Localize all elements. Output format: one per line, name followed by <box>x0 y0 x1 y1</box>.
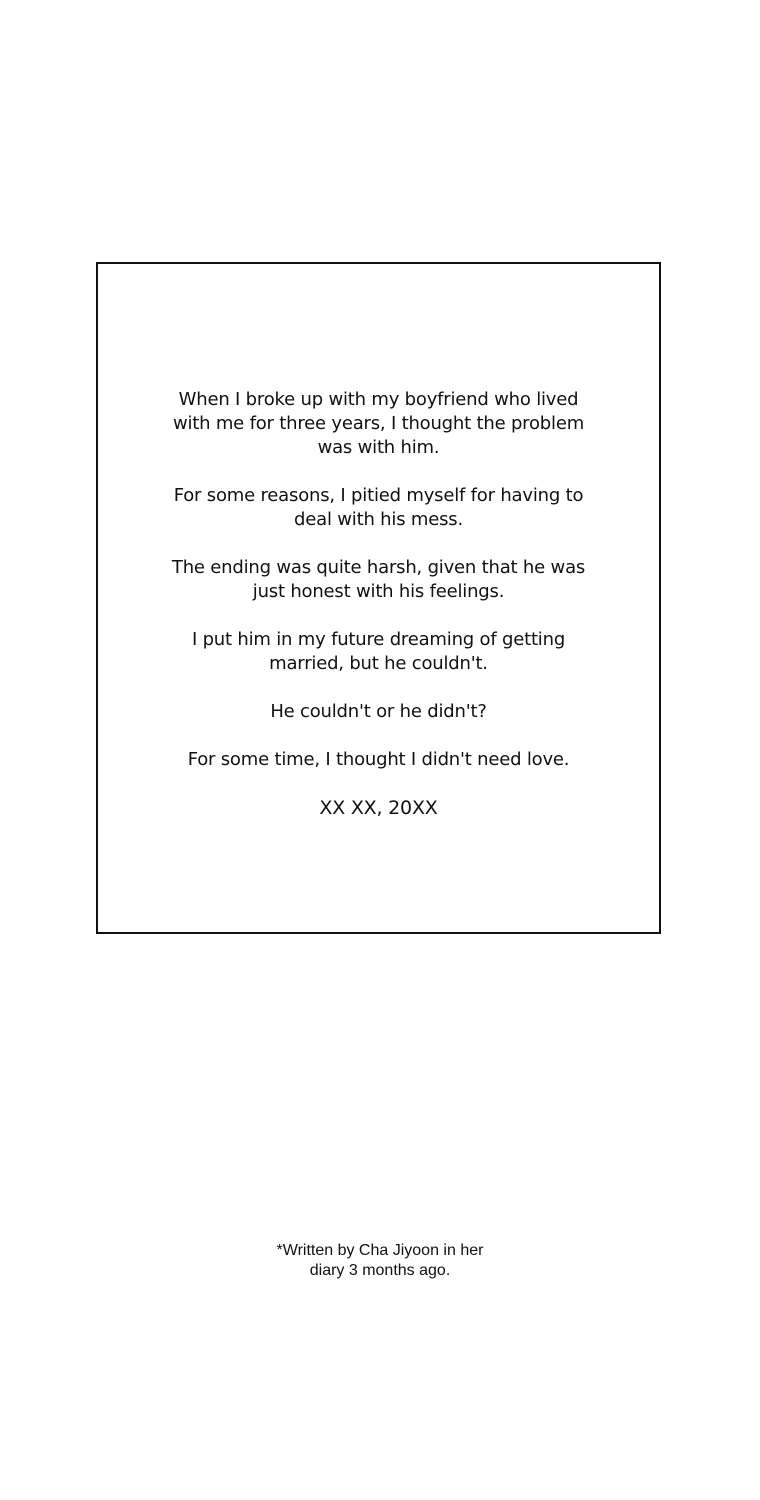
diary-paragraph-2: For some reasons, I pitied myself for having to deal with his mess. <box>173 485 584 530</box>
diary-entry <box>128 388 629 844</box>
diary-paragraph-5: He couldn't or he didn't? <box>270 701 487 722</box>
diary-date: XX XX, 20XX <box>319 797 438 819</box>
diary-paragraph-1: When I broke up with my boyfriend who lived with me for three years, I thought the problem was with him. <box>172 389 585 458</box>
diary-paragraph-6: For some time, I thought I didn't need love. <box>187 749 570 770</box>
diary-page-frame <box>96 262 661 934</box>
footnote-caption: *Written by Cha Jiyoon in her diary 3 months ago. <box>276 1242 484 1279</box>
diary-paragraph-4: I put him in my future dreaming of getting married, but he couldn't. <box>191 629 566 674</box>
diary-paragraph-3: The ending was quite harsh, given that he was just honest with his feelings. <box>171 557 586 602</box>
